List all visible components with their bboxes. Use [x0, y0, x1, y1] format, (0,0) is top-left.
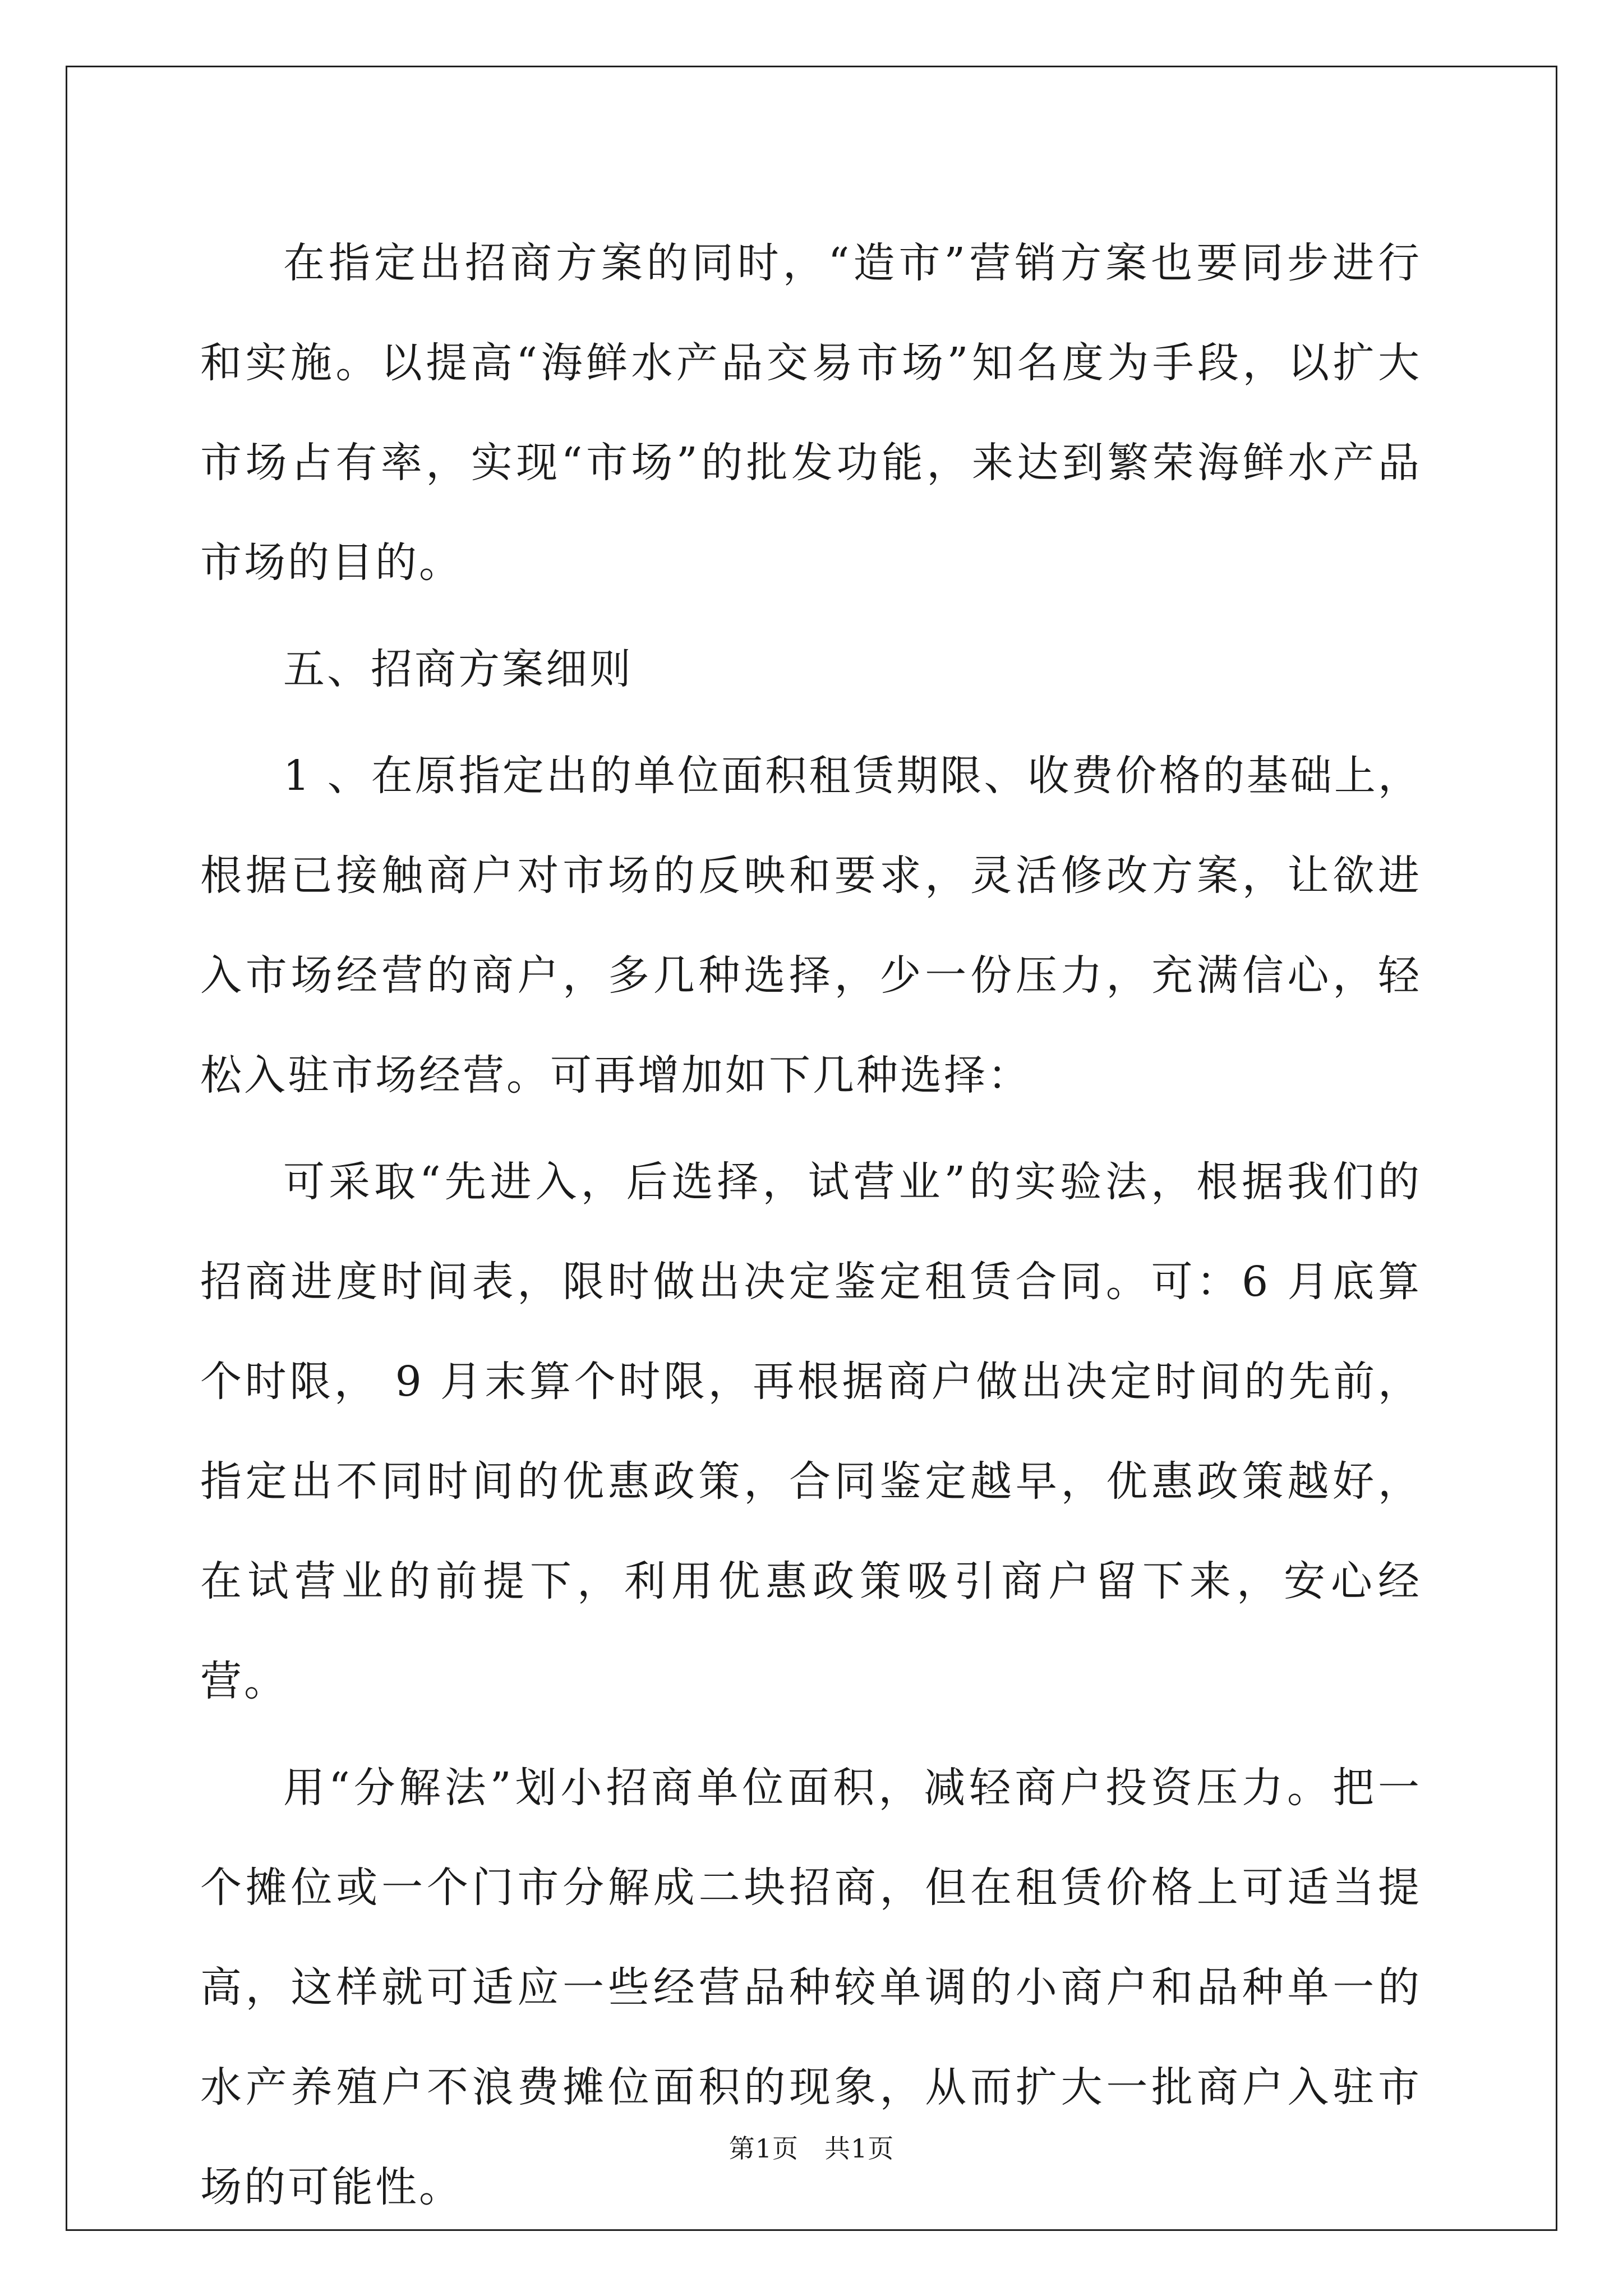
- page-footer: [0, 2132, 1623, 2165]
- paragraph: 1 、在原指定出的单位面积租赁期限、收费价格的基础上，根据已接触商户对市场的反映和要求，灵活修改方案，让欲进入市场经营的商户，多几种选择，少一份压力，充满信心，轻松入驻市场经营。可再增加如下几种选择：: [200, 752, 1422, 1099]
- document-body: [200, 213, 1422, 2237]
- paragraph: 在指定出招商方案的同时，“造市”营销方案也要同步进行和实施。以提高“海鲜水产品交易市场”知名度为手段，以扩大市场占有率，实现“市场”的批发功能，来达到繁荣海鲜水产品市场的目的。: [200, 239, 1422, 587]
- paragraph: 可采取“先进入，后选择，试营业”的实验法，根据我们的招商进度时间表，限时做出决定鉴定租赁合同。可：6 月底算个时限， 9 月末算个时限，再根据商户做出决定时间的先前，指定出不同时间的优惠政策，合同鉴定越早，优惠政策越好，在试营业的前提下，利用优惠政策吸引商户留下来，安心经营。: [200, 1158, 1422, 1705]
- page-total: 共1页: [824, 2133, 895, 2164]
- section-heading: 五、招商方案细则: [283, 645, 633, 693]
- page-number: 第1页: [728, 2133, 799, 2164]
- paragraph: 用“分解法”划小招商单位面积，减轻商户投资压力。把一个摊位或一个门市分解成二块招商，但在租赁价格上可适当提高，这样就可适应一些经营品种较单调的小商户和品种单一的水产养殖户不浪费摊位面积的现象，从而扩大一批商户入驻市场的可能性。: [200, 1764, 1422, 2211]
